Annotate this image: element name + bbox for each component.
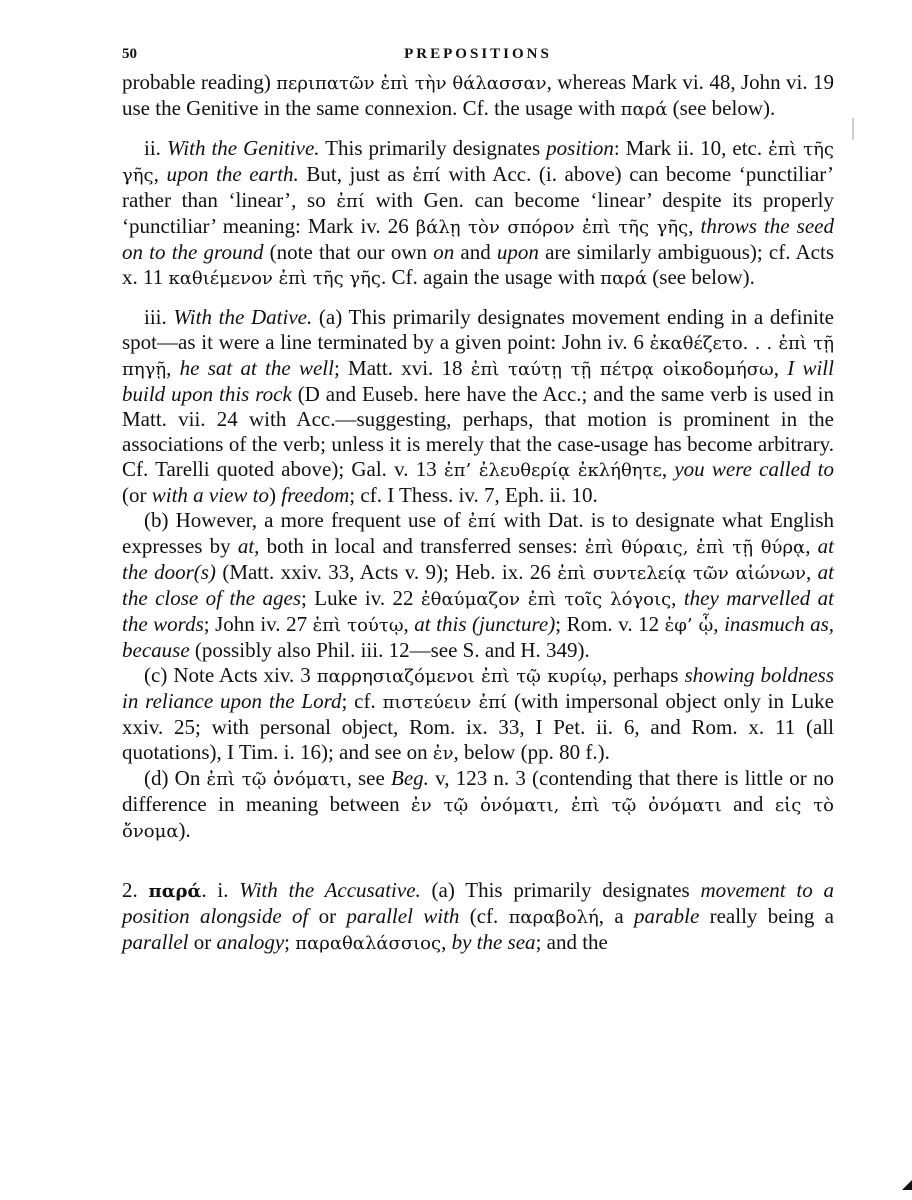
greek-text: ἐπί	[412, 165, 441, 186]
running-head	[122, 46, 834, 70]
greek-text: εἰς τὸ ὄνομα	[122, 795, 835, 842]
text-run: (c) Note Acts xiv. 3	[144, 663, 317, 687]
text-run: probable reading)	[122, 70, 277, 94]
italic-text: at the close of the ages	[122, 560, 834, 610]
text-run: , both in local and transferred senses:	[254, 534, 585, 558]
paragraph-genitive	[122, 136, 834, 291]
greek-text: παρά	[600, 268, 648, 289]
italic-text: at this (juncture)	[414, 612, 556, 636]
text-run: But, just as	[298, 162, 413, 186]
greek-text: ἐπὶ συντελείᾳ τῶν αἰώνων	[557, 563, 806, 584]
text-run: , perhaps	[601, 663, 685, 687]
italic-text: with a view to	[151, 483, 269, 507]
greek-text: ἐπὶ τῷ ὀνόματι	[206, 769, 347, 790]
text-run: (D and Euseb. here have the Acc.; and the same verb is used in Matt. vii. 24 with Acc.—suggesting, perhaps, that motion is prominent in the associations of the verb; unless it is merely that the case-usage has become arbitrary. Cf. Tarelli quoted above); Gal. v. 13	[122, 382, 834, 481]
text-run: ; cf. I Thess. iv. 7, Eph. ii. 10.	[349, 483, 598, 507]
text-run: ).	[178, 818, 191, 842]
text-run: (a) This primarily designates movement ending in a definite spot—as it were a line terminated by a given point: John iv. 6	[122, 305, 834, 354]
italic-text: With the Accusative.	[239, 878, 421, 902]
corner-mark	[902, 1180, 912, 1190]
greek-text: ἐπὶ θύραις, ἐπὶ τῇ θύρᾳ	[584, 537, 806, 558]
text-run: . i.	[201, 878, 240, 902]
text-run: really being a	[699, 904, 835, 928]
italic-text: by the sea	[451, 930, 536, 954]
text-run: ; and the	[535, 930, 608, 954]
text-run: ,	[713, 612, 725, 636]
paragraph-continuation	[122, 70, 834, 122]
text-run: ; cf.	[341, 689, 383, 713]
greek-text: ἐφ’ ᾧ	[664, 615, 714, 636]
text-run: (note that our own	[263, 240, 434, 264]
italic-text: analogy	[216, 930, 285, 954]
text-run: 2.	[122, 878, 149, 902]
text-run: (b) However, a more frequent use of	[144, 508, 468, 532]
text-run: ,	[166, 356, 180, 380]
text-run: or	[308, 904, 347, 928]
text-run: ,	[773, 356, 788, 380]
text-run: (Matt. xxiv. 33, Acts v. 9); Heb. ix. 26	[215, 560, 558, 584]
italic-text: at	[237, 534, 255, 558]
text-run: ; Rom. v. 12	[555, 612, 665, 636]
greek-text: καθιέμενον ἐπὶ τῆς γῆς	[168, 268, 382, 289]
text-run: . Cf. again the usage with	[381, 265, 601, 289]
text-run: ,	[671, 586, 684, 610]
paragraph-para-accusative	[122, 878, 834, 956]
text-run: are similarly ambiguous); cf. Acts x. 11	[122, 240, 835, 289]
text-run: ,	[805, 534, 818, 558]
italic-text: inasmuch as, because	[122, 612, 835, 662]
text-run: , a	[598, 904, 634, 928]
greek-text: ἐπί	[336, 191, 365, 212]
text-run: v, 123 n. 3 (contending that there is little or no difference in meaning between	[122, 766, 834, 816]
text-run: (d) On	[144, 766, 207, 790]
text-run: (with impersonal object only in Luke xxiv. 25; with personal object, Rom. ix. 33, I Pet. ii. 6, and Rom. x. 11 (all quotations), I Tim. i. 16); and see on	[122, 689, 834, 764]
margin-mark	[852, 118, 854, 140]
text-run: ;	[284, 930, 296, 954]
italic-text: I will build upon this rock	[122, 356, 834, 406]
greek-text: ἐν	[432, 743, 454, 764]
italic-text: With the Genitive.	[166, 136, 320, 160]
text-run: and	[454, 240, 497, 264]
paragraph-dative	[122, 305, 834, 508]
text-run: ,	[441, 930, 452, 954]
text-run: )	[269, 483, 282, 507]
greek-text: παρά	[148, 881, 202, 902]
text-run: , whereas Mark vi. 48, John vi. 19 use the Genitive in the same connexion. Cf. the usage with	[122, 70, 835, 120]
text-run: ,	[403, 612, 415, 636]
paragraph-dative-d	[122, 766, 834, 844]
body-text	[122, 70, 834, 956]
greek-text: ἐθαύμαζον ἐπὶ τοῖς λόγοις	[420, 589, 672, 610]
text-run: (see below).	[667, 96, 776, 120]
text-run: This primarily designates	[319, 136, 547, 160]
text-run: ,	[688, 214, 701, 238]
greek-text: ἐν τῷ ὀνόματι, ἐπὶ τῷ ὀνόματι	[411, 795, 722, 816]
text-run: or	[188, 930, 217, 954]
greek-text: ἐπ’ ἐλευθερίᾳ ἐκλήθητε	[443, 460, 662, 481]
greek-text: παρά	[620, 99, 668, 120]
text-run: with Dat. is to designate what English expresses by	[122, 508, 834, 558]
greek-text: πιστεύειν ἐπί	[382, 692, 508, 713]
text-run: ,	[661, 457, 675, 481]
book-page	[122, 46, 834, 956]
text-run: ; Matt. xvi. 18	[333, 356, 471, 380]
text-run: , below (pp. 80 f.).	[453, 740, 610, 764]
text-run: (a) This primarily designates	[420, 878, 701, 902]
paragraph-dative-c	[122, 663, 834, 766]
italic-text: you were called to	[674, 457, 835, 481]
italic-text: freedom	[281, 483, 350, 507]
italic-text: parallel with	[346, 904, 460, 928]
italic-text: they marvelled at the words	[122, 586, 834, 636]
italic-text: showing boldness in reliance upon the Lord	[122, 663, 835, 713]
text-run: ii.	[144, 136, 167, 160]
italic-text: parallel	[122, 930, 189, 954]
italic-text: movement to a position alongside of	[122, 878, 834, 928]
text-run: and	[721, 792, 775, 816]
greek-text: παρρησιαζόμενοι ἐπὶ τῷ κυρίῳ	[316, 666, 602, 687]
text-run: ; Luke iv. 22	[301, 586, 421, 610]
greek-text: ἐπί	[467, 511, 497, 532]
greek-text: ἐπὶ τῆς γῆς	[122, 139, 834, 186]
greek-text: ἐκαθέζετο. . . ἐπὶ τῇ πηγῇ	[122, 333, 834, 380]
greek-text: ἐπὶ τούτῳ	[312, 615, 404, 636]
text-run: ; John iv. 27	[203, 612, 313, 636]
text-run: ,	[805, 560, 818, 584]
italic-text: upon	[496, 240, 539, 264]
text-run: iii.	[144, 305, 174, 329]
text-run: (see below).	[647, 265, 755, 289]
text-run: (or	[122, 483, 152, 507]
italic-text: on	[433, 240, 455, 264]
text-run: ,	[153, 162, 167, 186]
italic-text: throws the seed on to the ground	[122, 214, 834, 264]
italic-text: With the Dative.	[173, 305, 313, 329]
text-run: : Mark ii. 10, etc.	[613, 136, 769, 160]
text-run: (possibly also Phil. iii. 12—see S. and H. 349).	[189, 638, 590, 662]
greek-text: παραβολή	[508, 907, 599, 928]
italic-text: position	[546, 136, 614, 160]
text-run: (cf.	[459, 904, 509, 928]
text-run: , see	[346, 766, 392, 790]
italic-text: parable	[633, 904, 700, 928]
running-title: PREPOSITIONS	[404, 46, 552, 62]
greek-text: ἐπὶ ταύτῃ τῇ πέτρᾳ οἰκοδομήσω	[470, 359, 774, 380]
greek-text: βάλῃ τὸν σπόρον ἐπὶ τῆς γῆς	[415, 217, 689, 238]
paragraph-dative-b	[122, 508, 834, 663]
greek-text: παραθαλάσσιος	[295, 933, 442, 954]
italic-text: he sat at the well	[179, 356, 334, 380]
italic-text: upon the earth.	[166, 162, 299, 186]
italic-text: at the door(s)	[122, 534, 834, 584]
greek-text: περιπατῶν ἐπὶ τὴν θάλασσαν	[276, 73, 547, 94]
italic-text: Beg.	[391, 766, 429, 790]
text-run: with Acc. (i. above) can become ‘punctiliar’ rather than ‘linear’, so	[122, 162, 835, 212]
page-number: 50	[122, 46, 137, 62]
text-run: with Gen. can become ‘linear’ despite its properly ‘punctiliar’ meaning: Mark iv. 26	[122, 188, 834, 238]
